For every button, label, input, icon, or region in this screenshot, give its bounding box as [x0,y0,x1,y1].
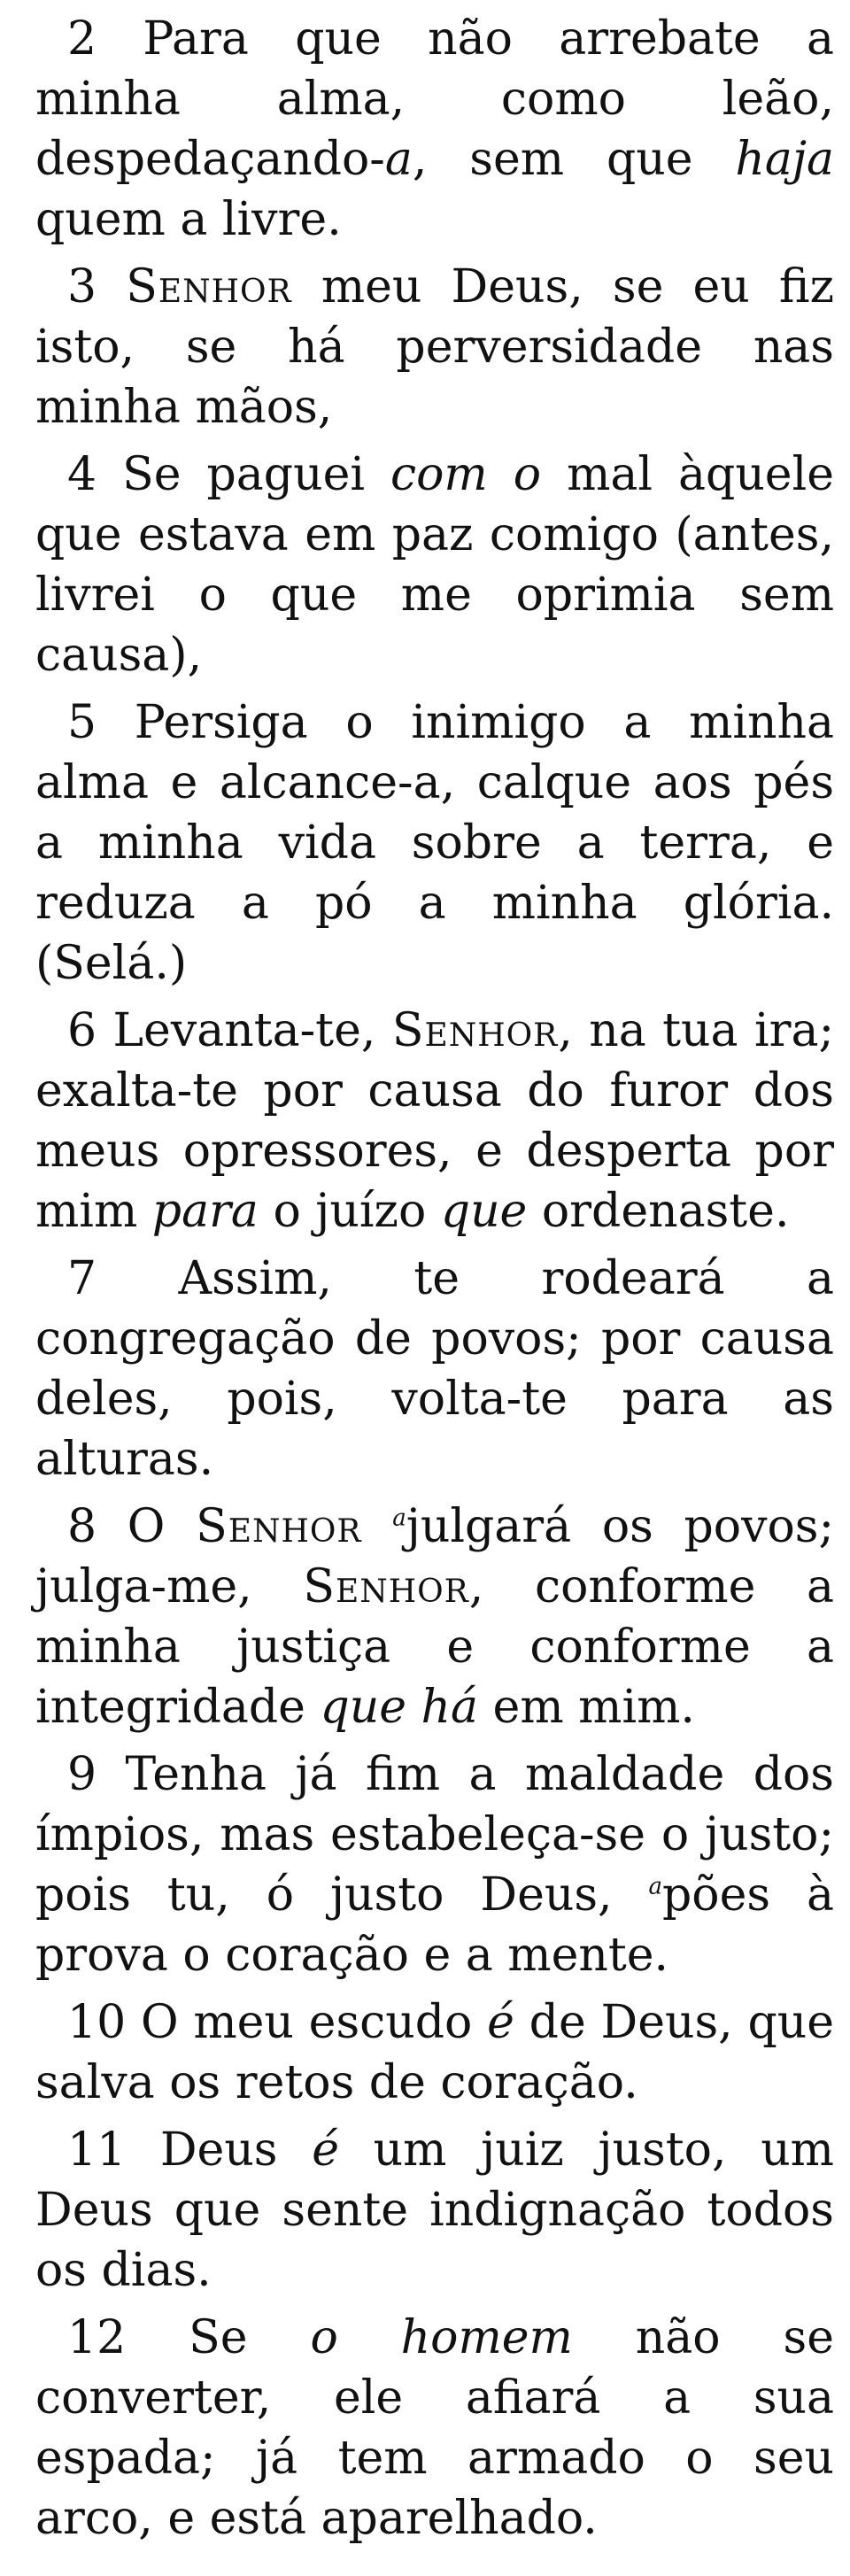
verse-list [35,9,834,2549]
small-caps-lord: Senhor [196,1500,362,1553]
verse-text: , na tua ira; exalta-te por causa do furor dos meus opressores, e desperta por mim [35,1004,835,1238]
italic-text: é [487,1996,514,2049]
small-caps-lord: Senhor [126,260,292,313]
verse-v7 [35,1249,834,1489]
verse-text: em mim. [478,1681,695,1734]
verse-v11 [35,2120,834,2301]
verse-text: julgará os povos; julga-me, [35,1500,835,1613]
verse-v9 [35,1744,834,1985]
verse-v12 [35,2308,834,2549]
verse-v3 [35,257,834,437]
verse-text [362,1500,393,1553]
verse-text: 10 O meu escudo [67,1996,488,2049]
verse-v5 [35,692,834,994]
verse-text: ordenaste. [527,1185,790,1238]
verse-text: um juiz justo, um Deus que sente indignação todos os dias. [35,2123,834,2297]
verse-text: 9 Tenha já fim a maldade dos ímpios, mas estabeleça-se o justo; pois tu, ó justo Deus, [35,1748,834,1922]
verse-text: 5 Persiga o inimigo a minha alma e alcance-a, calque aos pés a minha vida sobre a terra, e reduza a pó a minha glória. (Selá.) [35,696,834,990]
cross-reference-marker: a [392,1505,406,1532]
italic-text: que [440,1185,528,1238]
verse-text: de Deus, que salva os retos de coração. [35,1996,834,2109]
verse-text: não se converter, ele afiará a sua espada; já tem armado o seu arco, e está aparelhado. [35,2311,834,2545]
verse-text: 7 Assim, te rodeará a congregação de povos; por causa deles, pois, volta-te para as alturas. [35,1252,834,1486]
italic-text: é [312,2123,339,2177]
verse-v6 [35,1001,834,1242]
verse-v8 [35,1497,834,1737]
verse-text: pões à prova o coração e a mente. [35,1868,834,1982]
verse-text: 8 O [67,1500,197,1553]
italic-text: que há [320,1681,479,1734]
small-caps-lord: Senhor [303,1560,469,1613]
verse-v4 [35,445,834,685]
verse-text: 12 Se [67,2311,311,2364]
verse-text: mal àquele que estava em paz comigo (antes, livrei o que me oprimia sem causa), [35,448,834,682]
verse-text: 6 Levanta-te, [67,1004,392,1057]
verse-text: o juízo [258,1185,441,1238]
verse-text: , sem que [412,133,736,186]
verse-text: 11 Deus [67,2123,313,2177]
italic-text: haja [735,133,834,186]
verse-v10 [35,1992,834,2113]
verse-text: 3 [67,260,127,313]
italic-text: o homem [310,2311,573,2364]
verse-v2 [35,9,834,250]
small-caps-lord: Senhor [391,1004,559,1057]
italic-text: com o [390,448,542,501]
italic-text: a [384,133,413,186]
verse-text: quem a livre. [35,193,342,246]
verse-text: meu Deus, se eu fiz isto, se há perversidade nas minha mãos, [35,260,834,434]
verse-text: 4 Se paguei [67,448,390,501]
verse-text: 2 Para que não arrebate a minha alma, como leão, despedaçando- [35,12,834,186]
verse-text: , conforme a minha justiça e conforme a integridade [35,1560,834,1734]
italic-text: para [151,1185,259,1238]
cross-reference-marker: a [648,1873,662,1900]
